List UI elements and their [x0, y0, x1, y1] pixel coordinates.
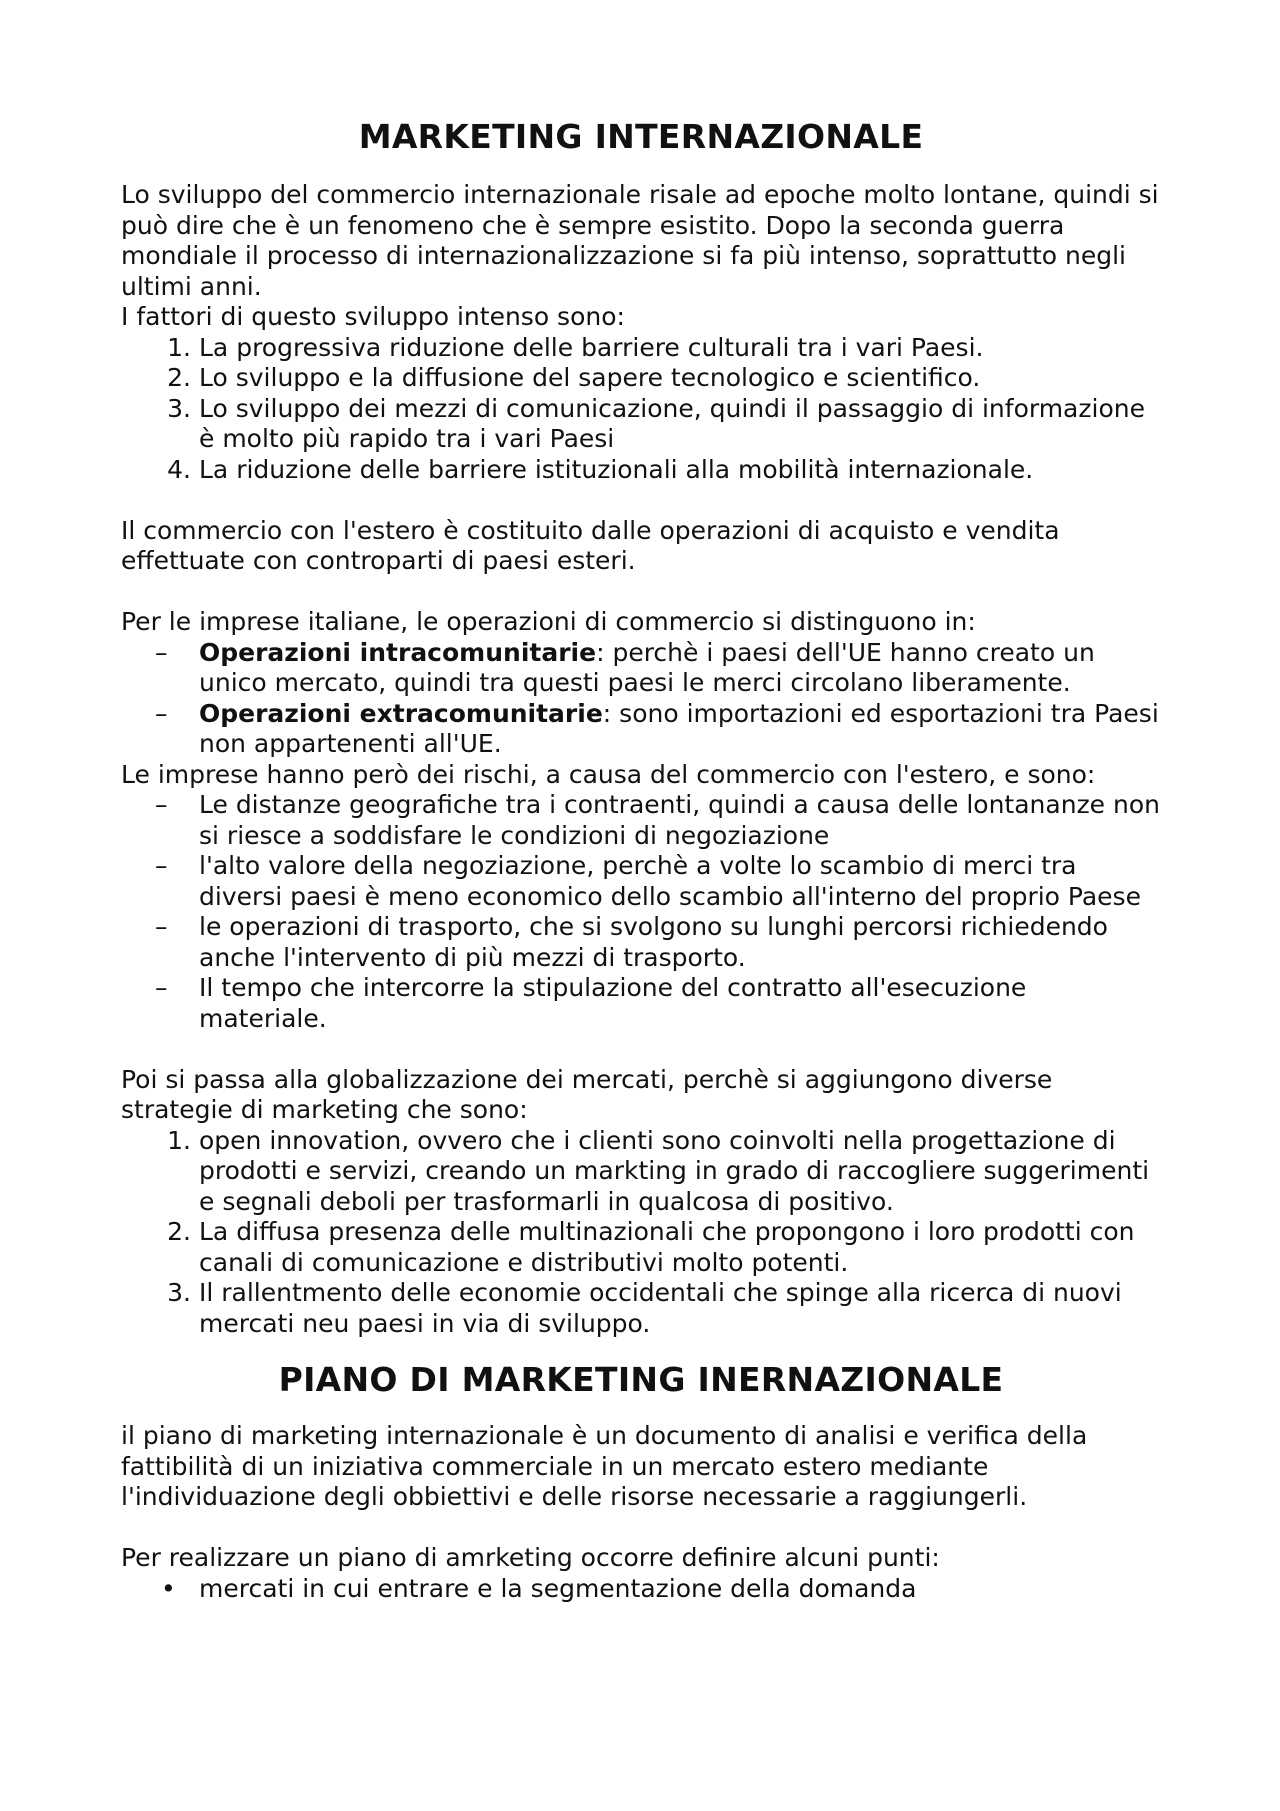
- list-item: [121, 363, 1161, 394]
- list-item-text: Il tempo che intercorre la stipulazione del contratto all'esecuzione materiale.: [199, 973, 1027, 1033]
- dash-marker: –: [155, 637, 168, 667]
- list-item: [121, 973, 1161, 1034]
- commerce-definition: Il commercio con l'estero è costituito dalle operazioni di acquisto e vendita effettuate con controparti di paesi esteri.: [121, 515, 1060, 575]
- dash-marker: –: [155, 698, 168, 728]
- list-number: 2.: [167, 1217, 191, 1246]
- dash-marker: –: [155, 790, 168, 819]
- list-number: 1.: [167, 332, 191, 362]
- list-item-text: La diffusa presenza delle multinazionali che propongono i loro prodotti con canali di comunicazione e distributivi molto potenti.: [199, 1217, 1135, 1277]
- bold-term: Operazioni intracomunitarie: [199, 637, 597, 667]
- list-number: 3.: [167, 1278, 191, 1307]
- page-title: MARKETING INTERNAZIONALE: [358, 117, 924, 156]
- plan-points-intro: Per realizzare un piano di amrketing occorre definire alcuni punti:: [121, 1543, 940, 1572]
- risks-list: [121, 790, 1161, 1034]
- list-item-text: Le distanze geografiche tra i contraenti, quindi a causa delle lontananze non si riesce a soddisfare le condizioni di negoziazione: [199, 790, 1160, 850]
- list-item: [121, 394, 1161, 455]
- list-item-text: : sono importazioni ed esportazioni tra Paesi non appartenenti all'UE.: [199, 698, 1159, 758]
- list-item: [121, 699, 1161, 760]
- operations-list: [121, 638, 1161, 760]
- list-item: [121, 1217, 1161, 1278]
- list-item-text: le operazioni di trasporto, che si svolgono su lunghi percorsi richiedendo anche l'intervento di più mezzi di trasporto.: [199, 912, 1108, 972]
- list-item-text: open innovation, ovvero che i clienti sono coinvolti nella progettazione di prodotti e servizi, creando un markting in grado di raccogliere suggerimenti e segnali deboli per trasformarli in qualcosa di positivo.: [199, 1125, 1150, 1216]
- list-item: [121, 455, 1161, 486]
- list-item: [121, 638, 1161, 699]
- list-item-text: La riduzione delle barriere istituzionali alla mobilità internazionale.: [199, 454, 1034, 484]
- bullet-marker: •: [161, 1573, 176, 1603]
- list-number: 2.: [167, 363, 191, 392]
- list-item: [121, 1278, 1161, 1339]
- section-title: PIANO DI MARKETING INERNAZIONALE: [278, 1360, 1004, 1399]
- globalization-intro: Poi si passa alla globalizzazione dei mercati, perchè si aggiungono diverse strategie di marketing che sono:: [121, 1064, 1053, 1124]
- list-item: [121, 790, 1161, 851]
- list-number: 1.: [167, 1125, 191, 1155]
- document-body: [121, 116, 1161, 1604]
- plan-definition: il piano di marketing internazionale è un documento di analisi e verifica della fattibilità di un iniziativa commerciale in un mercato estero mediante l'individuazione degli obbiettivi e delle risorse necessarie a raggiungerli.: [121, 1421, 1088, 1511]
- list-item-text: Il rallentmento delle economie occidentali che spinge alla ricerca di nuovi mercati neu paesi in via di sviluppo.: [199, 1278, 1122, 1338]
- factors-list: [121, 333, 1161, 486]
- list-item-text: : perchè i paesi dell'UE hanno creato un unico mercato, quindi tra questi paesi le merci circolano liberamente.: [199, 637, 1095, 697]
- list-item-text: La progressiva riduzione delle barriere culturali tra i vari Paesi.: [199, 332, 984, 362]
- bold-term: Operazioni extracomunitarie: [199, 698, 603, 728]
- list-item-text: l'alto valore della negoziazione, perchè a volte lo scambio di merci tra diversi paesi è meno economico dello scambio all'interno del proprio Paese: [199, 851, 1141, 911]
- list-item: [121, 1574, 1161, 1605]
- dash-marker: –: [155, 912, 168, 941]
- list-number: 4.: [167, 454, 191, 484]
- paragraph-spacer: [121, 485, 1161, 516]
- paragraph-spacer: [121, 1513, 1161, 1544]
- paragraph-spacer: [121, 1034, 1161, 1065]
- intro-paragraph: Lo sviluppo del commercio internazionale risale ad epoche molto lontane, quindi si può dire che è un fenomeno che è sempre esistito. Dopo la seconda guerra mondiale il processo di internazionalizzazione si fa più intenso, soprattutto negli ultimi anni.: [121, 180, 1159, 301]
- list-item-text: Lo sviluppo dei mezzi di comunicazione, quindi il passaggio di informazione è molto più rapido tra i vari Paesi: [199, 393, 1145, 453]
- list-item: [121, 333, 1161, 364]
- list-item: [121, 851, 1161, 912]
- operations-intro: Per le imprese italiane, le operazioni di commercio si distinguono in:: [121, 607, 976, 636]
- list-item: [121, 1126, 1161, 1218]
- risks-intro: Le imprese hanno però dei rischi, a causa del commercio con l'estero, e sono:: [121, 759, 1096, 789]
- list-item-text: Lo sviluppo e la diffusione del sapere tecnologico e scientifico.: [199, 363, 981, 392]
- list-item-text: mercati in cui entrare e la segmentazione della domanda: [199, 1573, 917, 1603]
- factors-intro: I fattori di questo sviluppo intenso sono:: [121, 302, 625, 331]
- list-number: 3.: [167, 393, 191, 423]
- list-item: [121, 912, 1161, 973]
- paragraph-spacer: [121, 577, 1161, 608]
- dash-marker: –: [155, 973, 168, 1002]
- plan-points-list: [121, 1574, 1161, 1605]
- strategies-list: [121, 1126, 1161, 1340]
- dash-marker: –: [155, 851, 168, 880]
